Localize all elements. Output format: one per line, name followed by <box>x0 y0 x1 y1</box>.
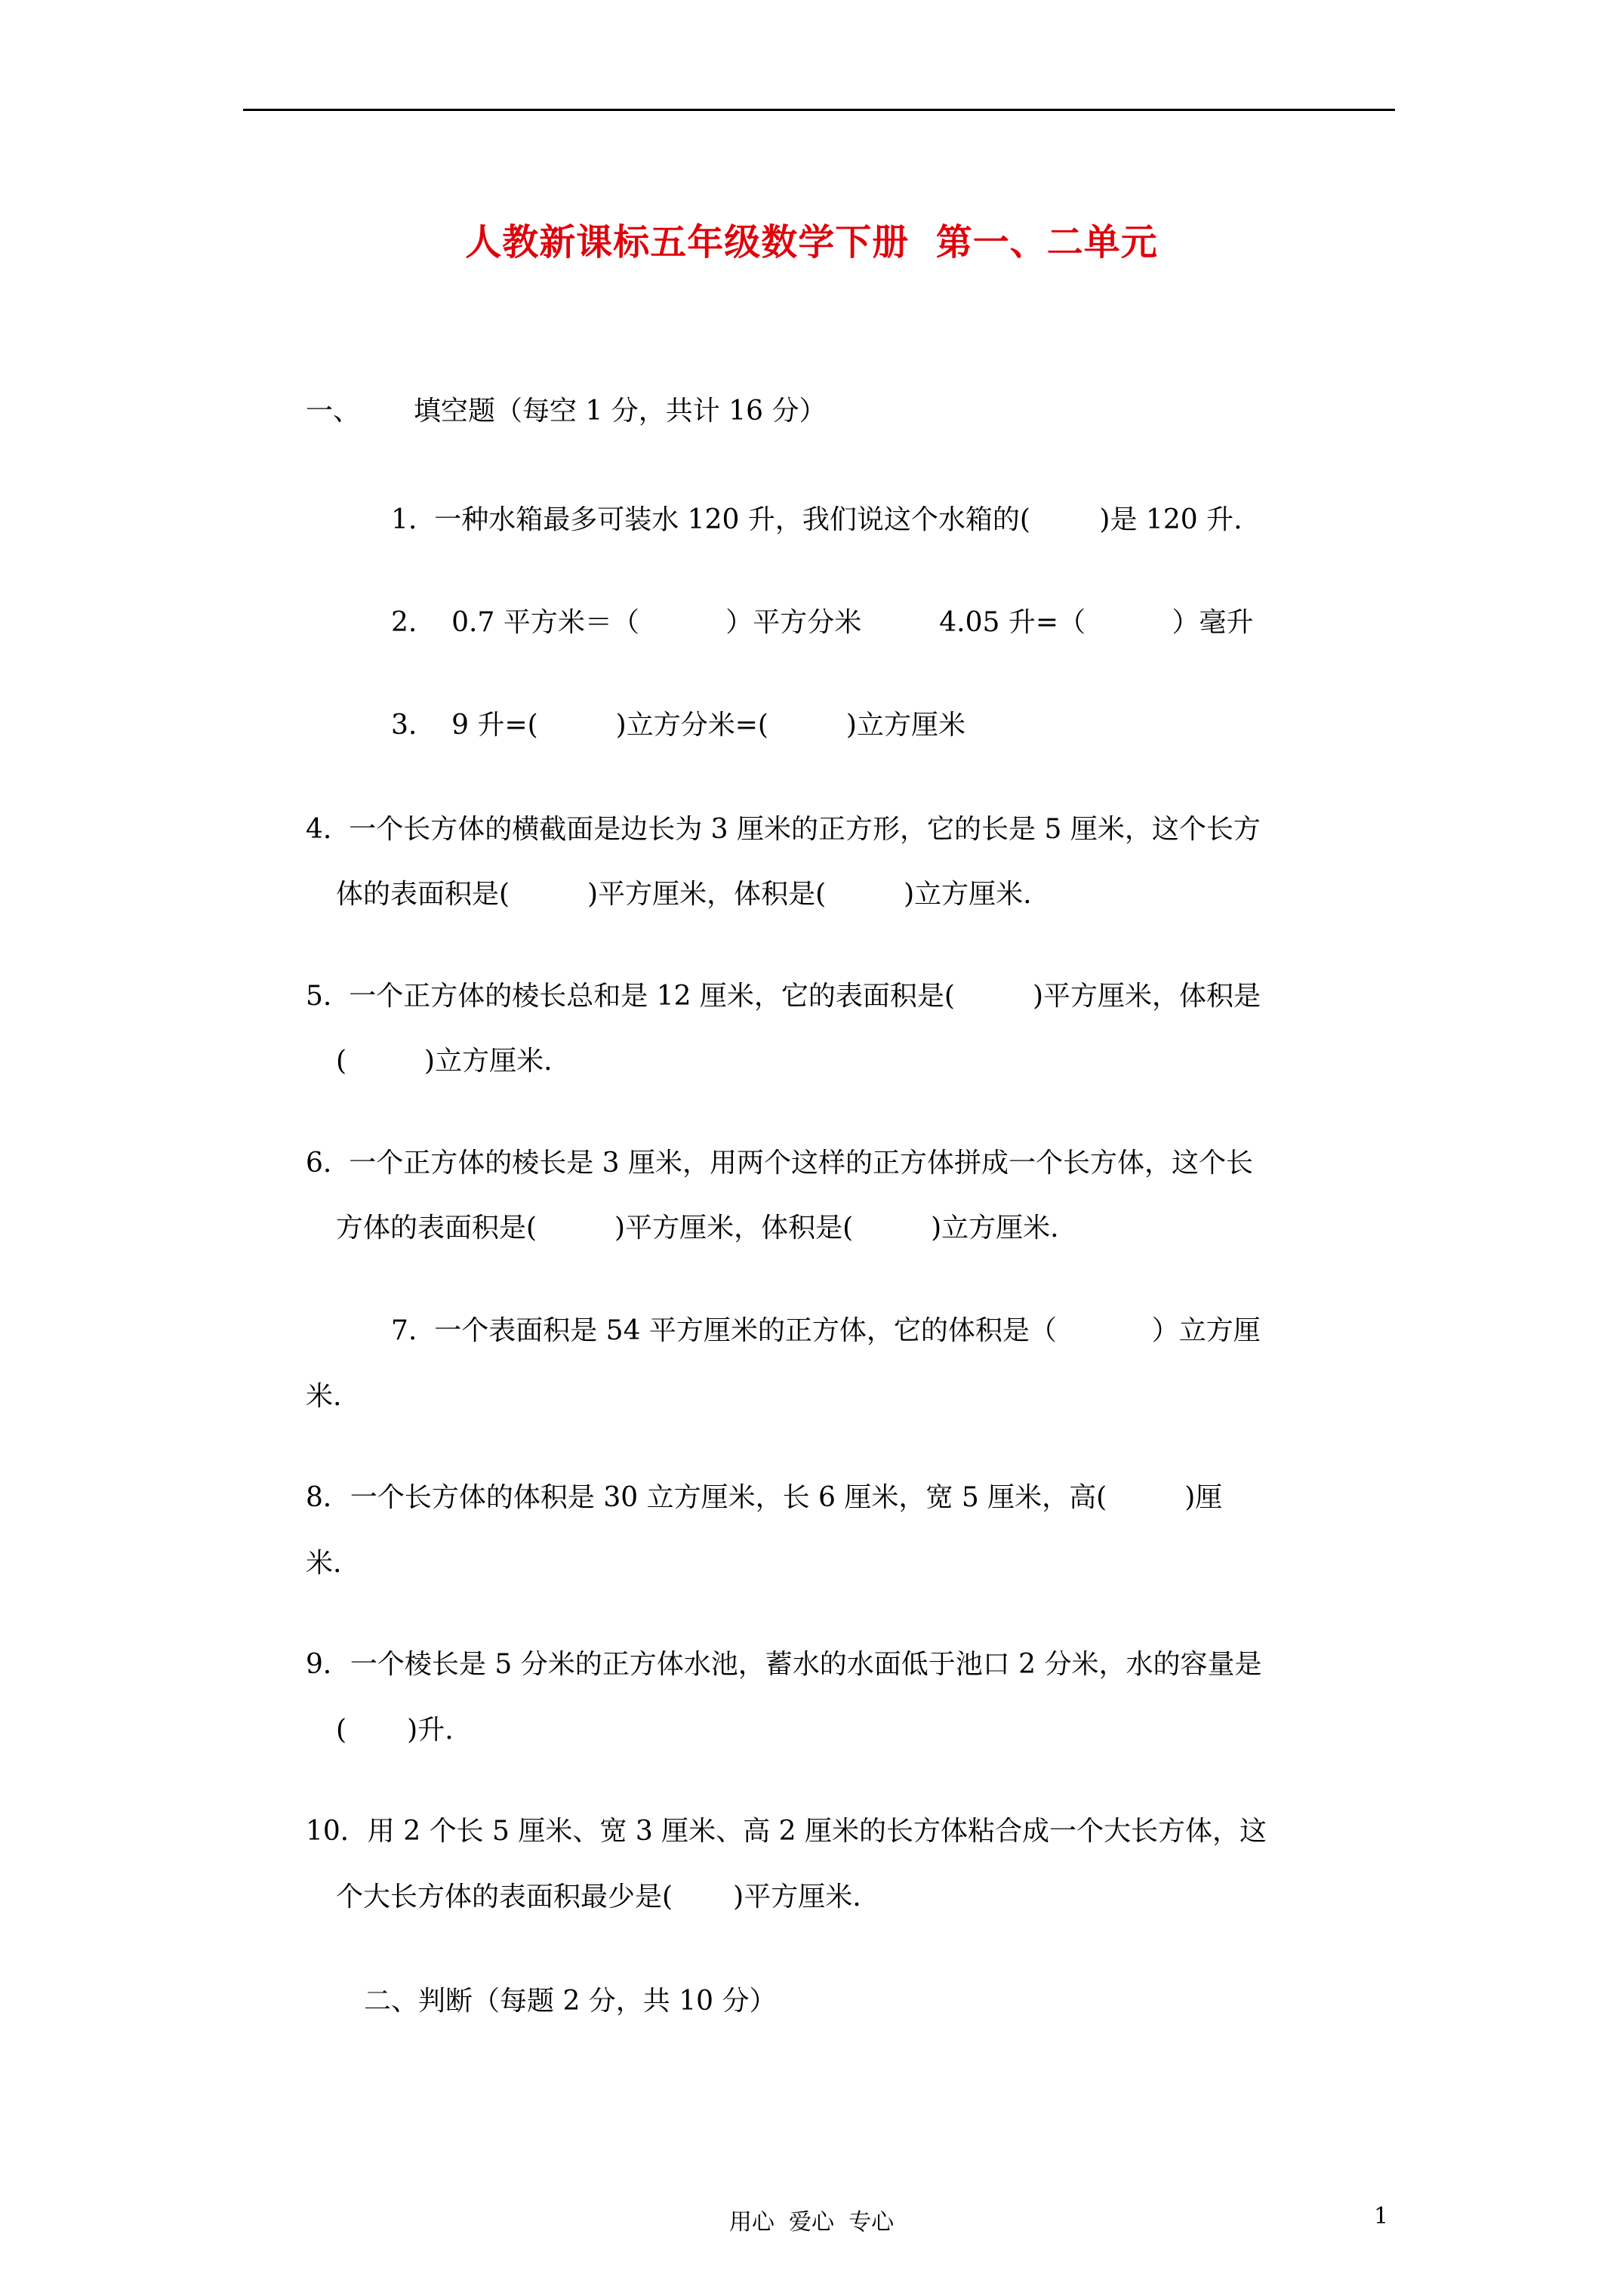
question-9-line-1: 9．一个棱长是 5 分米的正方体水池，蓄水的水面低于池口 2 分米，水的容量是 <box>306 1649 1262 1680</box>
question-10-line-2: 个大长方体的表面积最少是( )平方厘米. <box>336 1881 861 1912</box>
question-2: 2. 0.7 平方米＝（ ）平方分米 4.05 升=（ ）毫升 <box>391 607 1254 638</box>
header-rule <box>243 109 1395 111</box>
question-5-line-1: 5. 一个正方体的棱长总和是 12 厘米，它的表面积是( )平方厘米，体积是 <box>306 981 1261 1012</box>
question-10-line-1: 10．用 2 个长 5 厘米、宽 3 厘米、高 2 厘米的长方体粘合成一个大长方体，这 <box>306 1816 1267 1847</box>
question-8-line-2: 米. <box>306 1548 342 1579</box>
section-1-heading: 填空题（每空 1 分，共计 16 分） <box>414 396 827 427</box>
footer-text: 用心 爱心 专心 <box>728 2209 895 2236</box>
question-6-line-2: 方体的表面积是( )平方厘米，体积是( )立方厘米. <box>336 1213 1059 1244</box>
question-3: 3. 9 升=( )立方分米=( )立方厘米 <box>391 710 965 741</box>
question-8-line-1: 8．一个长方体的体积是 30 立方厘米，长 6 厘米，宽 5 厘米，高( )厘 <box>306 1482 1223 1513</box>
section-1-number: 一、 <box>306 396 361 427</box>
question-5-line-2: ( )立方厘米. <box>336 1046 553 1077</box>
question-1: 1. 一种水箱最多可装水 120 升，我们说这个水箱的( )是 120 升. <box>391 504 1243 535</box>
question-7-line-1: 7. 一个表面积是 54 平方厘米的正方体，它的体积是（ ）立方厘 <box>391 1315 1261 1346</box>
question-4-line-1: 4. 一个长方体的横截面是边长为 3 厘米的正方形，它的长是 5 厘米，这个长方 <box>306 814 1261 845</box>
page-number: 1 <box>1374 2203 1389 2230</box>
section-2-heading: 二、判断（每题 2 分，共 10 分） <box>364 1986 777 2017</box>
question-6-line-1: 6. 一个正方体的棱长是 3 厘米，用两个这样的正方体拼成一个长方体，这个长 <box>306 1148 1254 1179</box>
question-4-line-2: 体的表面积是( )平方厘米，体积是( )立方厘米. <box>336 879 1032 910</box>
document-title: 人教新课标五年级数学下册 第一、二单元 <box>465 221 1158 264</box>
question-7-line-2: 米. <box>306 1381 342 1412</box>
question-9-line-2: ( )升. <box>336 1715 454 1746</box>
